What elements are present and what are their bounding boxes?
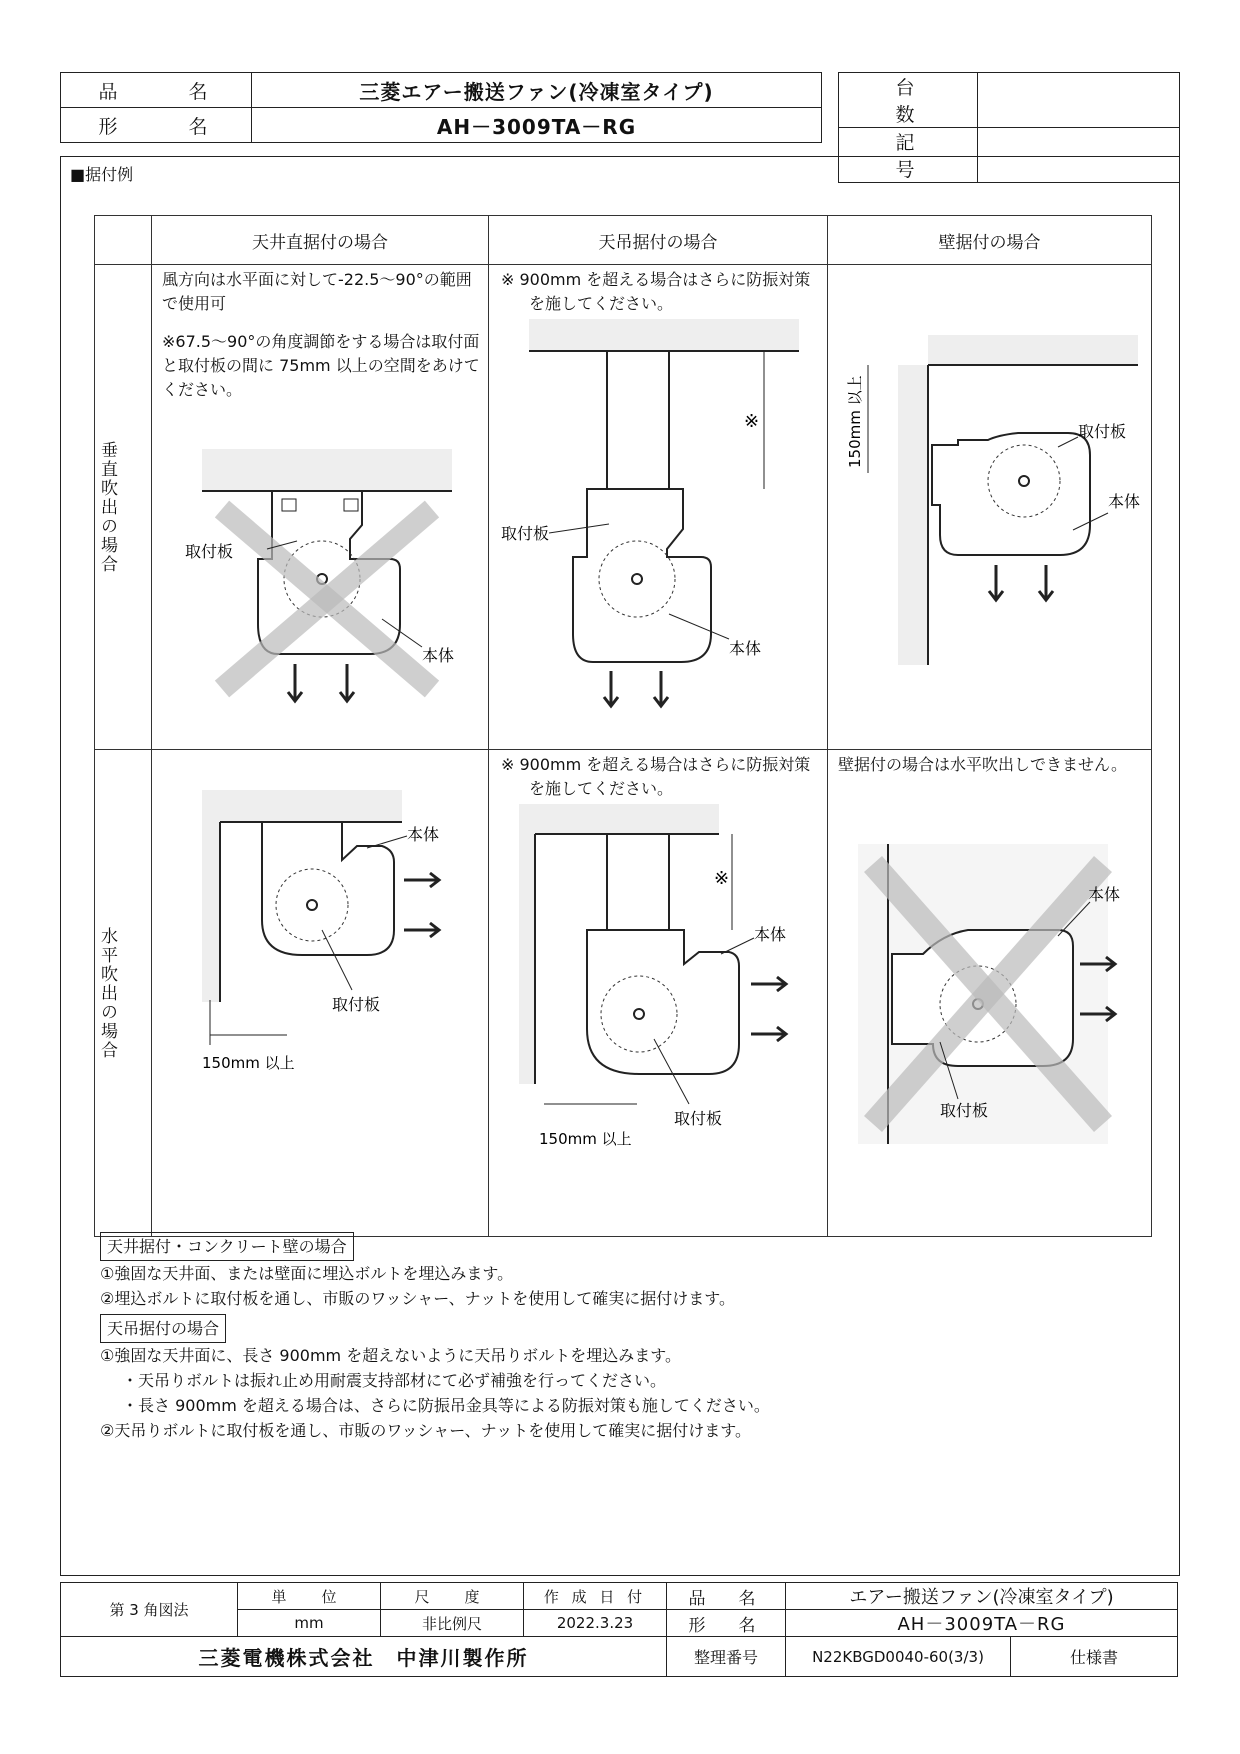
footer-title-block: [60, 1582, 1178, 1677]
heading-hung: 天吊据付の場合: [100, 1314, 226, 1343]
nut-left: [282, 499, 296, 511]
section-title: ■据付例: [70, 165, 134, 184]
dim-label-150: 150mm 以上: [202, 1054, 295, 1072]
wall-concrete: [519, 834, 535, 1084]
label-plate: 取付板: [185, 542, 234, 561]
nut-right: [344, 499, 358, 511]
diagram-ceiling-vertical: [152, 449, 486, 749]
model-label: 形 名: [61, 108, 252, 143]
col-wall: 壁据付の場合: [828, 216, 1152, 265]
label-body: 本体: [407, 825, 440, 844]
row-vertical-label: 垂直吹出の場合: [97, 440, 117, 574]
diagram-hung-vertical: [489, 319, 825, 749]
symbol-label: 記 号: [839, 128, 978, 183]
airflow-arrow-2: [340, 664, 354, 701]
r1c2-note: ※ 900mm を超える場合はさらに防振対策を施してください。: [501, 270, 811, 313]
ceiling-concrete: [202, 449, 452, 491]
label-body: 本体: [729, 639, 762, 658]
mark-ref: ※: [714, 868, 730, 889]
dim-label-150: 150mm 以上: [539, 1130, 632, 1148]
footer-company: 三菱電機株式会社 中津川製作所: [61, 1637, 667, 1677]
footer-model-label: 形 名: [667, 1610, 786, 1637]
ceiling-concrete: [529, 319, 799, 351]
ceiling-concrete: [519, 804, 719, 834]
airflow-arrow-2: [1039, 565, 1053, 600]
airflow-arrow-2: [404, 923, 439, 937]
label-body: 本体: [754, 925, 787, 944]
footer-date-label: 作 成 日 付: [524, 1583, 667, 1610]
footer-ref-value: N22KBGD0040-60(3/3): [786, 1637, 1011, 1677]
airflow-arrow-1: [404, 873, 439, 887]
qty-value: [978, 73, 1180, 128]
footer-model-value: AH－3009TA－RG: [786, 1610, 1178, 1637]
label-plate: 取付板: [940, 1101, 989, 1120]
ceiling-concrete: [202, 790, 402, 822]
footer-product-value: エアー搬送ファン(冷凍室タイプ): [786, 1583, 1178, 1610]
airflow-arrow-1: [751, 977, 786, 991]
wall-concrete: [202, 822, 220, 1002]
label-body: 本体: [1108, 492, 1141, 511]
label-plate: 取付板: [1078, 422, 1127, 441]
diagram-ceiling-horizontal: [152, 750, 486, 1230]
heading-ceiling-concrete: 天井据付・コンクリート壁の場合: [100, 1232, 354, 1261]
grid-corner: [95, 216, 152, 265]
footer-date-value: 2022.3.23: [524, 1610, 667, 1637]
footer-doc-type: 仕様書: [1011, 1637, 1178, 1677]
instr-line-3: ①強固な天井面に、長さ 900mm を超えないように天吊りボルトを埋込みます。: [100, 1346, 681, 1365]
footer-scale-value: 非比例尺: [381, 1610, 524, 1637]
footer-unit-label: 単 位: [238, 1583, 381, 1610]
footer-scale-label: 尺 度: [381, 1583, 524, 1610]
model-number: AH－3009TA－RG: [252, 108, 822, 143]
airflow-arrow-2: [751, 1027, 786, 1041]
col-ceiling-direct: 天井直据付の場合: [152, 216, 489, 265]
instructions: [100, 1232, 1160, 1443]
leader-body: [367, 836, 407, 848]
wall-concrete: [898, 365, 928, 665]
diagram-wall-horizontal: [828, 804, 1152, 1234]
airflow-arrow-1: [989, 565, 1003, 600]
pivot-bolt: [632, 574, 642, 584]
pivot-bolt: [1019, 476, 1029, 486]
instr-line-4: ・天吊りボルトは振れ止め用耐震支持部材にて必ず補強を行ってください。: [122, 1371, 667, 1390]
airflow-arrow-1: [604, 671, 618, 706]
r1c1-note1: 風方向は水平面に対して-22.5～90°の範囲で使用可: [162, 270, 472, 313]
instr-line-1: ①強固な天井面、または壁面に埋込ボルトを埋込みます。: [100, 1264, 514, 1283]
diagram-hung-horizontal: [489, 804, 825, 1234]
label-body: 本体: [1088, 885, 1121, 904]
product-name: 三菱エアー搬送ファン(冷凍室タイプ): [252, 73, 822, 108]
airflow-arrow-2: [654, 671, 668, 706]
product-label: 品 名: [61, 73, 252, 108]
leader-body: [721, 938, 754, 954]
pivot-bolt: [634, 1009, 644, 1019]
label-plate: 取付板: [674, 1109, 723, 1128]
diagram-wall-vertical: [828, 265, 1152, 745]
footer-product-label: 品 名: [667, 1583, 786, 1610]
instr-line-5: ・長さ 900mm を超える場合は、さらに防振吊金具等による防振対策も施してください。: [122, 1396, 770, 1415]
fan-body-shape: [932, 433, 1090, 555]
r2c3-note: 壁据付の場合は水平吹出しできません。: [838, 755, 1127, 774]
header-table: [60, 72, 822, 143]
dim-label-150: 150mm 以上: [846, 375, 864, 468]
installation-grid: [94, 215, 1152, 1237]
airflow-arrow-1: [288, 664, 302, 701]
instr-line-6: ②天吊りボルトに取付板を通し、市販のワッシャー、ナットを使用して確実に据付けます。: [100, 1421, 751, 1440]
cell-r1c1: [152, 265, 489, 750]
label-body: 本体: [422, 646, 455, 665]
ceiling-concrete: [928, 335, 1138, 365]
fan-body-shape: [587, 930, 739, 1074]
r2c2-note: ※ 900mm を超える場合はさらに防振対策を施してください。: [501, 755, 811, 798]
col-ceiling-hung: 天吊据付の場合: [489, 216, 828, 265]
cell-r1c2: [489, 265, 828, 750]
label-plate: 取付板: [501, 524, 550, 543]
cell-r2c2: [489, 750, 828, 1237]
cell-r1c3: [828, 265, 1152, 750]
footer-projection: 第 3 角図法: [61, 1583, 238, 1637]
r1c1-note2: ※67.5～90°の角度調節をする場合は取付面と取付板の間に 75mm 以上の空間をあけてください。: [162, 332, 480, 399]
footer-ref-label: 整理番号: [667, 1637, 786, 1677]
footer-unit-value: mm: [238, 1610, 381, 1637]
cell-r2c3: [828, 750, 1152, 1237]
fan-body-shape: [573, 489, 711, 662]
label-plate: 取付板: [332, 995, 381, 1014]
mark-ref: ※: [744, 411, 760, 432]
row-horizontal-label: 水平吹出の場合: [97, 926, 117, 1060]
qty-label: 台 数: [839, 73, 978, 128]
fan-body-shape: [262, 822, 394, 955]
cell-r2c1: [152, 750, 489, 1237]
pivot-bolt: [307, 900, 317, 910]
instr-line-2: ②埋込ボルトに取付板を通し、市販のワッシャー、ナットを使用して確実に据付けます。: [100, 1289, 735, 1308]
